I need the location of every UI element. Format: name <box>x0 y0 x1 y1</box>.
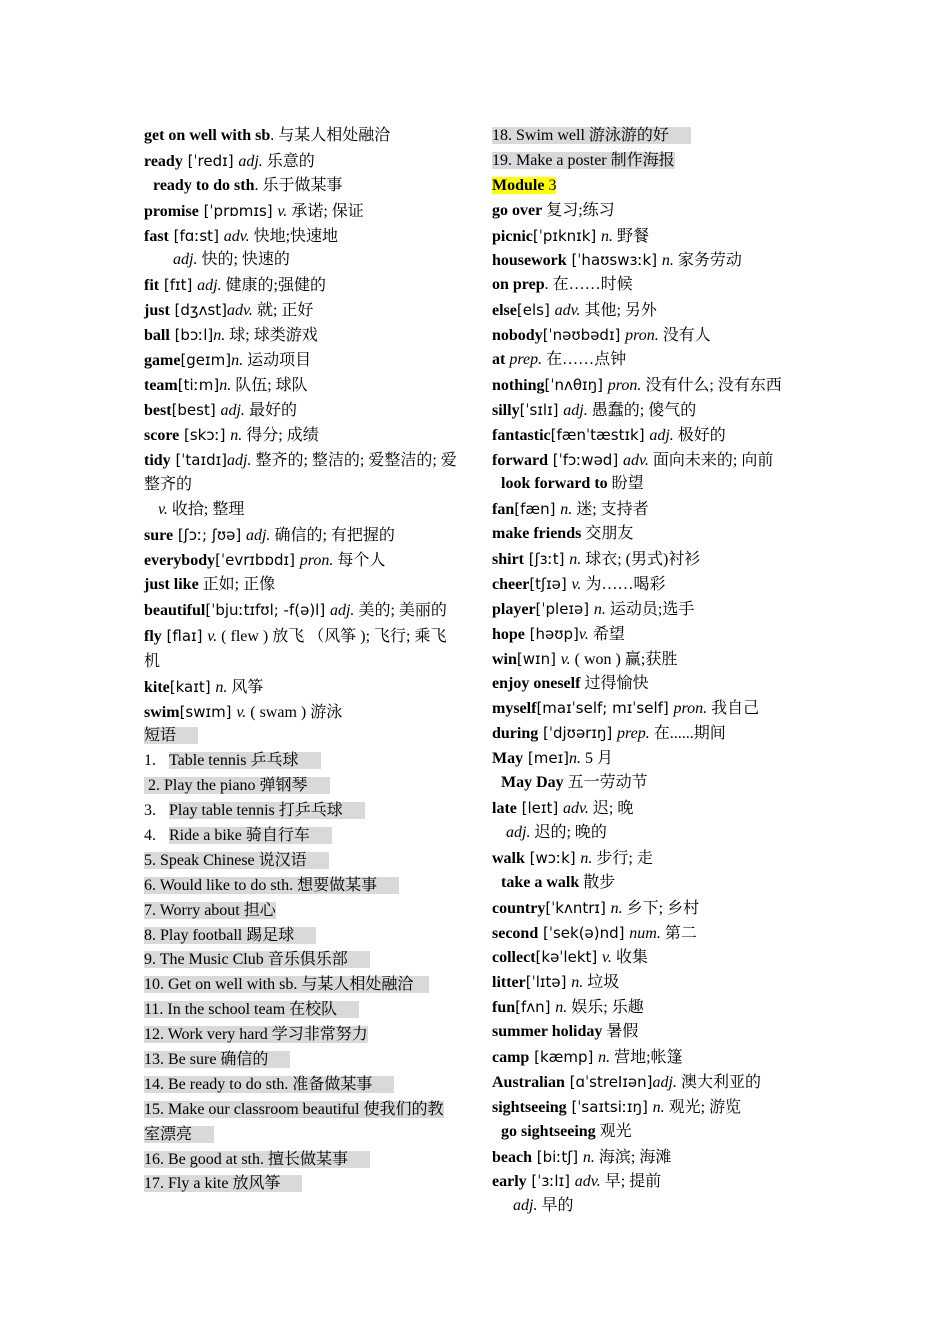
phrase-item: 4. Ride a bike 骑自行车 <box>144 824 462 849</box>
vocab-entry: swim[swɪm] v. ( swam ) 游泳 <box>144 702 343 721</box>
left-column <box>144 124 462 1197</box>
vocab-entry: go over 复习;练习 <box>492 201 615 219</box>
vocab-entry: litter[ˈlɪtə] n. 垃圾 <box>492 973 620 992</box>
vocab-entry: enjoy oneself 过得愉快 <box>492 674 649 692</box>
vocab-entry: fun[fʌn] n. 娱乐; 乐趣 <box>492 998 644 1017</box>
module-heading: Module 3 <box>492 176 557 194</box>
vocab-entry: May [meɪ]n. 5 月 <box>492 749 614 768</box>
vocab-entry: tidy [ˈtaɪdɪ]adj. 整齐的; 整洁的; 爱整洁的; 爱整齐的 <box>144 450 457 494</box>
vocab-entry: just like 正如; 正像 <box>144 576 276 594</box>
vocab-entry: team[tiːm]n. 队伍; 球队 <box>144 375 308 394</box>
vocab-entry: walk [wɔːk] n. 步行; 走 <box>492 848 653 867</box>
vocab-entry: get on well with sb. 与某人相处融洽 <box>144 127 391 144</box>
phrase-item: 1. Table tennis 乒乓球 <box>144 749 462 774</box>
vocab-entry: beach [biːtʃ] n. 海滨; 海滩 <box>492 1147 672 1166</box>
phrase-item: 12. Work very hard 学习非常努力 <box>144 1026 368 1044</box>
vocab-entry: ball [bɔːl]n. 球; 球类游戏 <box>144 326 318 345</box>
phrase-item: 10. Get on well with sb. 与某人相处融洽 <box>144 973 462 998</box>
vocab-entry: beautiful[ˈbjuːtɪfʊl; -f(ə)l] adj. 美的; 美丽的 <box>144 600 447 619</box>
vocab-entry: fan[fæn] n. 迷; 支持者 <box>492 500 649 519</box>
phrase-item: 8. Play football 踢足球 <box>144 924 462 949</box>
vocab-entry: game[geɪm]n. 运动项目 <box>144 351 312 370</box>
vocab-entry: fast [fɑːst] adv. 快地;快速地 <box>144 226 339 245</box>
phrase-item: 5. Speak Chinese 说汉语 <box>144 849 462 874</box>
vocab-entry: late [leɪt] adv. 迟; 晚 <box>492 799 634 818</box>
vocab-entry: early [ˈɜːlɪ] adv. 早; 提前 <box>492 1172 662 1191</box>
phrase-item: 17. Fly a kite 放风筝 <box>144 1172 462 1197</box>
vocab-entry: Australian [ɑˈstreIɪən]adj. 澳大利亚的 <box>492 1072 761 1091</box>
phrase-item: 18. Swim well 游泳游的好 <box>492 124 812 149</box>
vocab-entry: hope [həʊp]v. 希望 <box>492 624 625 643</box>
vocab-entry: best[best] adj. 最好的 <box>144 400 297 419</box>
vocab-sense: v. 收拾; 整理 <box>158 501 245 519</box>
vocab-entry: kite[kaɪt] n. 风筝 <box>144 677 264 696</box>
phrase-entry: look forward to 盼望 <box>501 475 644 493</box>
vocab-entry: camp [kæmp] n. 营地;帐篷 <box>492 1047 683 1066</box>
phrase-item: 9. The Music Club 音乐俱乐部 <box>144 948 462 973</box>
vocab-entry: shirt [ʃɜːt] n. 球衣; (男式)衬衫 <box>492 550 701 569</box>
phrase-item: 6. Would like to do sth. 想要做某事 <box>144 874 462 899</box>
vocab-entry: just [dʒʌst]adv. 就; 正好 <box>144 301 314 320</box>
phrase-entry: May Day 五一劳动节 <box>501 774 648 792</box>
phrase-item: 14. Be ready to do sth. 准备做某事 <box>144 1073 462 1098</box>
phrase-entry: take a walk 散步 <box>501 873 616 891</box>
phrase-item: 7. Worry about 担心 <box>144 901 276 919</box>
vocab-entry: else[els] adv. 其他; 另外 <box>492 301 657 320</box>
phrase-entry: ready to do sth. 乐于做某事 <box>153 176 343 194</box>
vocab-entry: player[ˈpleɪə] n. 运动员;选手 <box>492 599 695 618</box>
phrase-item: 16. Be good at sth. 擅长做某事 <box>144 1148 462 1173</box>
vocab-entry: cheer[tʃɪə] v. 为……喝彩 <box>492 575 666 594</box>
vocab-entry: picnic[ˈpɪknɪk] n. 野餐 <box>492 226 650 245</box>
vocab-entry: at prep. 在……点钟 <box>492 351 627 369</box>
vocab-entry: sightseeing [ˈsaɪtsiːɪŋ] n. 观光; 游览 <box>492 1097 742 1116</box>
vocab-entry: housework [ˈhaʊswɜːk] n. 家务劳动 <box>492 251 742 270</box>
vocab-entry: make friends 交朋友 <box>492 525 634 543</box>
vocab-entry: country[ˈkʌntrɪ] n. 乡下; 乡村 <box>492 898 700 917</box>
phrase-item: 13. Be sure 确信的 <box>144 1048 462 1073</box>
vocab-entry: during [ˈdjʊərɪŋ] prep. 在......期间 <box>492 724 726 743</box>
phrase-item: 19. Make a poster 制作海报 <box>492 151 675 169</box>
vocab-entry: ready [ˈredɪ] adj. 乐意的 <box>144 151 315 170</box>
vocab-entry: summer holiday 暑假 <box>492 1023 639 1041</box>
right-column <box>492 124 812 1219</box>
vocab-entry: nothing[ˈnʌθɪŋ] pron. 没有什么; 没有东西 <box>492 375 782 394</box>
phrase-item: 11. In the school team 在校队 <box>144 998 462 1023</box>
vocab-entry: fantastic[fænˈtæstɪk] adj. 极好的 <box>492 425 726 444</box>
vocab-entry: on prep. 在……时候 <box>492 276 633 294</box>
vocab-entry: promise [ˈprɒmɪs] v. 承诺; 保证 <box>144 201 364 220</box>
phrase-item: 15. Make our classroom beautiful 使我们的教 <box>144 1100 444 1118</box>
vocab-entry: win[wɪn] v. ( won ) 赢;获胜 <box>492 649 678 668</box>
phrase-item: 2. Play the piano 弹钢琴 <box>144 774 462 799</box>
vocab-entry: everybody[ˈevrɪbɒdɪ] pron. 每个人 <box>144 551 386 570</box>
vocab-entry: myself[maɪˈself; mɪˈself] pron. 我自己 <box>492 699 760 718</box>
vocab-entry: collect[kəˈlekt] v. 收集 <box>492 948 648 967</box>
vocab-entry: second [ˈsek(ə)nd] num. 第二 <box>492 923 697 942</box>
vocab-sense: adj. 迟的; 晚的 <box>506 823 607 841</box>
vocab-entry: silly[ˈsɪlɪ] adj. 愚蠢的; 傻气的 <box>492 400 697 419</box>
phrase-item: 3. Play table tennis 打乒乓球 <box>144 799 462 824</box>
vocab-entry: forward [ˈfɔːwəd] adv. 面向未来的; 向前 <box>492 450 774 469</box>
vocab-sense: adj. 早的 <box>513 1197 574 1215</box>
phrases-heading: 短语 <box>144 724 462 749</box>
vocab-entry: nobody[ˈnəʊbədɪ] pron. 没有人 <box>492 326 711 345</box>
vocab-sense: adj. 快的; 快速的 <box>173 251 290 269</box>
phrase-item-continued: 室漂亮 <box>144 1123 462 1148</box>
phrase-entry: go sightseeing 观光 <box>501 1122 632 1140</box>
vocab-entry: score [skɔː] n. 得分; 成绩 <box>144 425 319 444</box>
vocab-entry: fly [flaɪ] v. ( flew ) 放飞 （风筝 ); 飞行; 乘飞机 <box>144 626 447 670</box>
vocab-entry: fit [fɪt] adj. 健康的;强健的 <box>144 276 326 295</box>
vocab-entry: sure [ʃɔː; ʃʊə] adj. 确信的; 有把握的 <box>144 526 395 545</box>
